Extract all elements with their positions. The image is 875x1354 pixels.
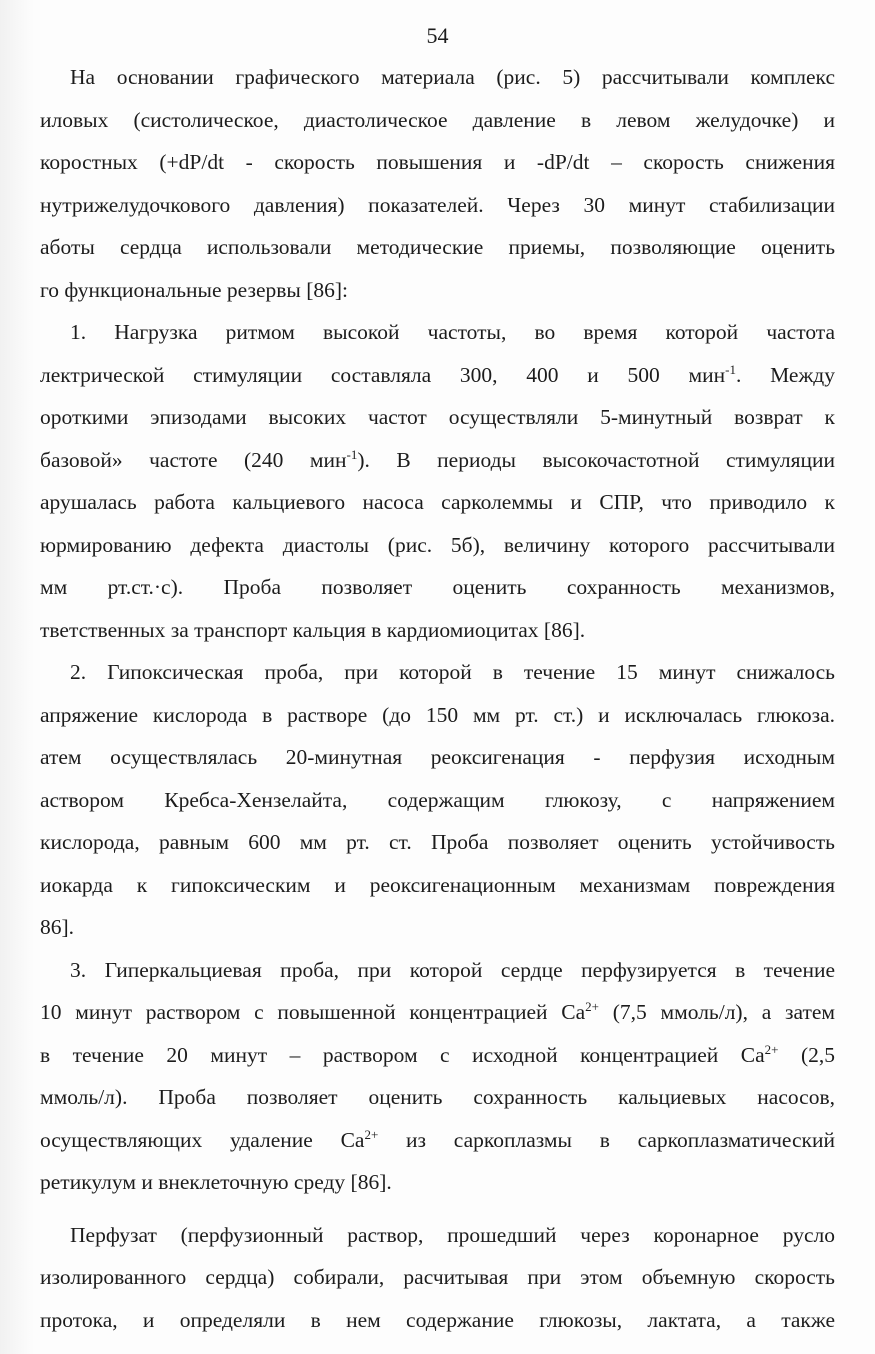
- text-line: го функциональные резервы [86]:: [40, 277, 349, 302]
- text-line: изолированного сердца) собирали, расчитывая при этом объемную скорость: [40, 1265, 835, 1289]
- text-line: иокарда к гипоксическим и реоксигенационным механизмам повреждения: [40, 872, 835, 897]
- text-line: тветственных за транспорт кальция в кардиомиоцитах [86].: [40, 617, 586, 642]
- superscript: 2+: [764, 1041, 779, 1057]
- page-number: 54: [426, 23, 449, 48]
- superscript: -1: [346, 446, 358, 462]
- text-line: мм рт.ст.·с). Проба позволяет оценить сохранность механизмов,: [40, 575, 835, 599]
- paragraph-1: [40, 56, 835, 311]
- text-line: юрмированию дефекта диастолы (рис. 5б), величину которого рассчитывали: [40, 532, 835, 557]
- text-line: 2. Гипоксическая проба, при которой в течение 15 минут снижалось: [70, 660, 835, 684]
- paragraph-5: [40, 1214, 835, 1342]
- text-line: лектрической стимуляции составляла 300, 400 и 500 мин$^{-1}$. Между: [40, 361, 835, 387]
- text-line: иловых (систолическое, диастолическое давление в левом желудочке) и: [40, 107, 835, 132]
- text-line: арушалась работа кальциевого насоса сарколеммы и СПР, что приводило к: [40, 490, 835, 514]
- text-line: ммоль/л). Проба позволяет оценить сохранность кальциевых насосов,: [40, 1085, 835, 1109]
- text-line: На основании графического материала (рис. 5) рассчитывали комплекс: [70, 65, 835, 89]
- superscript: -1: [725, 361, 736, 377]
- text-line: Перфузат (перфузионный раствор, прошедший через коронарное русло: [70, 1222, 835, 1247]
- body-text: [40, 56, 835, 1341]
- text-line: ретикулум и внеклеточную среду [86].: [40, 1170, 392, 1194]
- paragraph-4: [40, 949, 835, 1204]
- text-line: протока, и определяли в нем содержание глюкозы, лактата, а также: [40, 1307, 835, 1332]
- text-line: апряжение кислорода в растворе (до 150 мм рт. ст.) и исключалась глюкоза.: [40, 702, 835, 727]
- paragraph-2: [40, 311, 835, 651]
- text-line: 86].: [40, 915, 75, 939]
- superscript: 2+: [364, 1126, 379, 1142]
- text-line: аствором Кребса-Хензелайта, содержащим глюкозу, с напряжением: [40, 787, 835, 812]
- text-line: 10 минут раствором с повышенной концентрацией $Ca^{2+}$ (7,5 ммоль/л), а затем: [40, 998, 835, 1024]
- scan-edge-shadow: [0, 0, 34, 1354]
- text-line: нутрижелудочкового давления) показателей. Через 30 минут стабилизации: [40, 192, 835, 217]
- text-line: коростных (+dP/dt - скорость повышения и -dP/dt – скорость снижения: [40, 150, 835, 174]
- superscript: 2+: [585, 998, 600, 1014]
- text-line: осуществляющих удаление $Ca^{2+}$ из саркоплазмы в саркоплазматический: [40, 1126, 835, 1152]
- text-line: базовой» частоте (240 мин$^{-1}$). В периоды высокочастотной стимуляции: [40, 446, 835, 472]
- text-line: атем осуществлялась 20-минутная реоксигенация - перфузия исходным: [40, 745, 835, 769]
- text-line: ороткими эпизодами высоких частот осуществляли 5-минутный возврат к: [40, 405, 835, 429]
- text-line: 3. Гиперкальциевая проба, при которой сердце перфузируется в течение: [70, 957, 835, 982]
- text-line: 1. Нагрузка ритмом высокой частоты, во время которой частота: [70, 320, 835, 344]
- paragraph-3: [40, 651, 835, 949]
- text-line: в течение 20 минут – раствором с исходной концентрацией $Ca^{2+}$ (2,5: [40, 1041, 835, 1067]
- text-line: аботы сердца использовали методические приемы, позволяющие оценить: [40, 235, 835, 259]
- text-line: кислорода, равным 600 мм рт. ст. Проба позволяет оценить устойчивость: [40, 830, 835, 854]
